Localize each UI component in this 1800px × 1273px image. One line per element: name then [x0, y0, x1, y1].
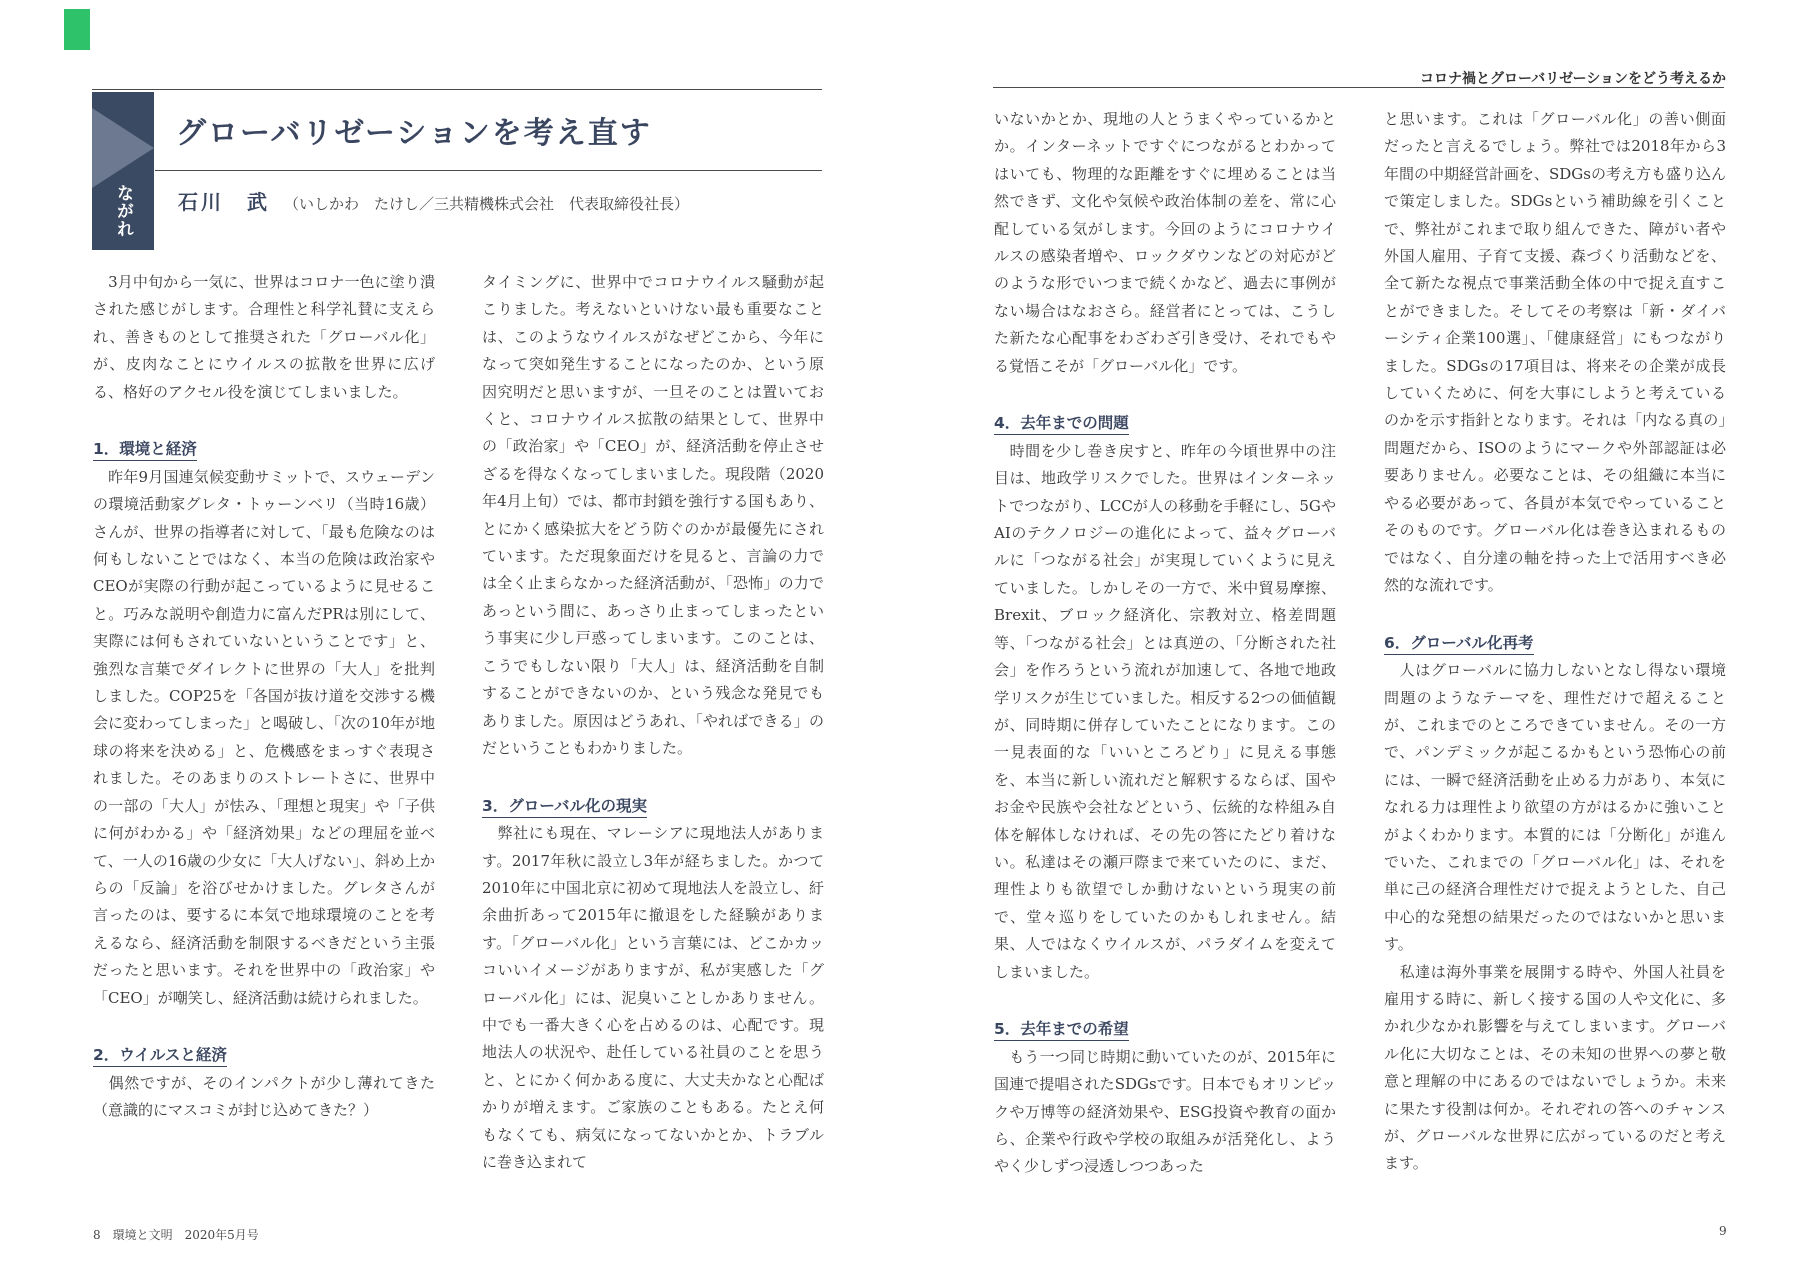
ribbon-arrow-icon — [92, 108, 154, 188]
text-column-1 — [93, 269, 435, 1125]
title-top-rule — [92, 89, 822, 90]
section-ribbon — [92, 92, 154, 250]
section-heading-row — [1384, 627, 1726, 657]
text-column-4 — [1384, 106, 1726, 1178]
section-gap — [93, 1012, 435, 1039]
body-paragraph: もう一つ同じ時期に動いていたのが、2015年に国連で提唱されたSDGsです。日本でもオリンピックや万博等の経済効果や、ESG投資や教育の面から、企業や行政や学校の取組みが活発化し、ようやく少しずつ浸透しつつあった — [994, 1047, 1336, 1176]
page-folio-right: 9 — [1719, 1224, 1727, 1238]
author-affiliation: （いしかわ たけし／三共精機株式会社 代表取締役社長） — [284, 195, 690, 213]
body-paragraph: 昨年9月国連気候変動サミットで、スウェーデンの環境活動家グレタ・トゥーンベリ（当時16歳）さんが、世界の指導者に対して、「最も危険なのは何もしないことではなく、本当の危険は政治家やCEOが実際の行動が起こっているように見せること。巧みな説明や創造力に富んだPRは別にして、実際には何もされていないということです」と、強烈な言葉でダイレクトに世界の「大人」を批判しました。COP25を「各国が抜け道を交渉する機会に変わってしまった」と喝破し、「次の10年が地球の将来を決める」と、危機感をまっすぐ表現されました。そのあまりのストレートさに、世界中の一部の「大人」が怯み、「理想と現実」や「子供に何がわかる」や「経済効果」などの理屈を並べて、一人の16歳の少女に「大人げない」、斜め上からの「反論」を浴びせかけました。グレタさんが言ったのは、要するに本気で地球環境のことを考えるなら、経済活動を制限するべきだという主張だったと思います。それを世界中の「政治家」や「CEO」が嘲笑し、経済活動は続けられました。 — [93, 467, 435, 1007]
body-paragraph: 弊社にも現在、マレーシアに現地法人があります。2017年秋に設立し3年が経ちました。かつて2010年に中国北京に初めて現地法人を設立し、紆余曲折あって2015年に撤退をした経験があります。「グローバル化」という言葉には、どこかカッコいいイメージがありますが、私が実感した「グローバル化」には、泥臭いことしかありません。中でも一番大きく心を占めるのは、心配です。現地法人の状況や、赴任している社員のことを思うと、とにかく何かある度に、大丈夫かなと心配ばかりが増えます。ご家族のこともある。たとえ何もなくても、病気になってないかとか、トラブルに巻き込まれて — [482, 824, 824, 1171]
body-paragraph: 3月中旬から一気に、世界はコロナ一色に塗り潰された感じがします。合理性と科学礼賛に支えられ、善きものとして推奨された「グローバル化」が、皮肉なことにウイルスの拡散を世界に広げる、格好のアクセル役を演じてしまいました。 — [93, 273, 435, 401]
author-line — [178, 186, 689, 215]
section-heading: 5．去年までの希望 — [994, 1018, 1129, 1041]
article-title: グローバリゼーションを考え直す — [176, 116, 652, 151]
section-heading: 6．グローバル化再考 — [1384, 632, 1534, 655]
body-paragraph: タイミングに、世界中でコロナウイルス騒動が起こりました。考えないといけない最も重要なことは、このようなウイルスがなぜどこから、今年になって突如発生することになったのか、という原因究明だと思いますが、一旦そのことは置いておくと、コロナウイルス拡散の結果として、世界中の「政治家」や「CEO」が、経済活動を停止させざるを得なくなってしまいました。現段階（2020年4月上旬）では、都市封鎖を強行する国もあり、とにかく感染拡大をどう防ぐのかが最優先にされています。ただ現象面だけを見ると、言論の力では全く止まらなかった経済活動が、「恐怖」の力であっという間に、あっさり止まってしまったという事実に少し戸惑ってしまいます。このことは、こうでもしない限り「大人」は、経済活動を自制することができないのか、という残念な発見でもありました。原因はどうあれ、「やればできる」のだということもわかりました。 — [482, 273, 824, 757]
page-tab-marker — [64, 9, 90, 50]
body-paragraph: 人はグローバルに協力しないとなし得ない環境問題のようなテーマを、理性だけで超えることが、これまでのところできていません。その一方で、パンデミックが起こるかもという恐怖心の前には、一瞬で経済活動を止める力があり、本気になれる力は理性より欲望の方がはるかに強いことがよくわかります。本質的には「分断化」が進んでいた、これまでの「グローバル化」は、それを単に己の経済合理性だけで捉えようとした、自己中心的な発想の結果だったのではないかと思います。 — [1384, 661, 1726, 954]
section-heading: 2．ウイルスと経済 — [93, 1044, 227, 1067]
ribbon-label: ながれ — [113, 184, 133, 238]
section-heading: 3．グローバル化の現実 — [482, 795, 647, 818]
section-heading-row — [994, 1013, 1336, 1043]
section-gap — [93, 406, 435, 433]
title-divider-rule — [155, 170, 822, 171]
page-folio-left: 8 環境と文明 2020年5月号 — [93, 1228, 259, 1242]
section-heading-row — [93, 433, 435, 463]
section-heading-row — [482, 790, 824, 820]
body-paragraph: 時間を少し巻き戻すと、昨年の今頃世界中の注目は、地政学リスクでした。世界はインターネットでつながり、LCCが人の移動を手軽にし、5GやAIのテクノロジーの進化によって、益々グローバルに「つながる社会」が実現していくように見えていました。しかしその一方で、米中貿易摩擦、Brexit、ブロック経済化、宗教対立、格差問題等、「つながる社会」とは真逆の、「分断された社会」を作ろうという流れが加速して、各地で地政学リスクが生じていました。相反する2つの価値観が、同時期に併存していたことになります。この一見表面的な「いいところどり」に見える事態を、本当に新しい流れだと解釈するならば、国やお金や民族や会社などという、伝統的な枠組み自体を解体しなければ、その先の答にたどり着けない。私達はその瀬戸際まで来ていたのに、まだ、理性よりも欲望でしか動けないという現実の前で、堂々巡りをしていたのかもしれません。結果、人ではなくウイルスが、パラダイムを変えてしまいました。 — [994, 441, 1336, 981]
author-name: 石川 武 — [178, 190, 270, 214]
body-paragraph: 私達は海外事業を展開する時や、外国人社員を雇用する時に、新しく接する国の人や文化に、多かれ少なかれ影響を与えてしまいます。グローバル化に大切なことは、その未知の世界への夢と敬意と理解の中にあるのではないでしょうか。未来に果たす役割は何か。それぞれの答へのチャンスが、グローバルな世界に広がっているのだと考えます。 — [1384, 962, 1726, 1173]
text-column-3 — [994, 106, 1336, 1181]
section-heading: 1．環境と経済 — [93, 438, 197, 461]
running-header-rule — [993, 87, 1724, 88]
section-heading-row — [994, 407, 1336, 437]
section-gap — [994, 986, 1336, 1013]
body-paragraph: いないかとか、現地の人とうまくやっているかとか。インターネットですぐにつながるとわかってはいても、物理的な距離をすぐに埋めることは当然できず、文化や気候や政治体制の差を、常に心配している気がします。今回のようにコロナウイルスの感染者増や、ロックダウンなどの対応がどのような形でいつまで続くかなど、過去に事例がない場合はなおさら。経営者にとっては、こうした新たな心配事をわざわざ引き受け、それでもやる覚悟こそが「グローバル化」です。 — [994, 110, 1336, 375]
body-paragraph: 偶然ですが、そのインパクトが少し薄れてきた（意識的にマスコミが封じ込めてきた？） — [93, 1073, 435, 1120]
section-heading-row — [93, 1039, 435, 1069]
section-gap — [482, 762, 824, 789]
text-column-2 — [482, 269, 824, 1176]
section-heading: 4．去年までの問題 — [994, 412, 1129, 435]
section-gap — [1384, 599, 1726, 626]
body-paragraph: と思います。これは「グローバル化」の善い側面だったと言えるでしょう。弊社では2018年から3年間の中期経営計画を、SDGsの考え方も盛り込んで策定しました。SDGsという補助線を引くことで、弊社がこれまで取り組んできた、障がい者や外国人雇用、子育て支援、森づくり活動などを、全て新たな視点で事業活動全体の中で捉え直すことができました。そしてその考察は「新・ダイバーシティ企業100選」、「健康経営」にもつながりました。SDGsの17項目は、将来その企業が成長していくために、何を大事にしようと考えているのかを示す指針となります。それは「内なる真の」問題だから、ISOのようにマークや外部認証は必要ありません。必要なことは、その組織に本当にやる必要があって、各員が本気でやっていることそのものです。グローバル化は巻き込まれるものではなく、自分達の軸を持った上で活用すべき必然的な流れです。 — [1384, 110, 1726, 594]
section-gap — [994, 380, 1336, 407]
running-header: コロナ禍とグローバリゼーションをどう考えるか — [1420, 71, 1727, 87]
